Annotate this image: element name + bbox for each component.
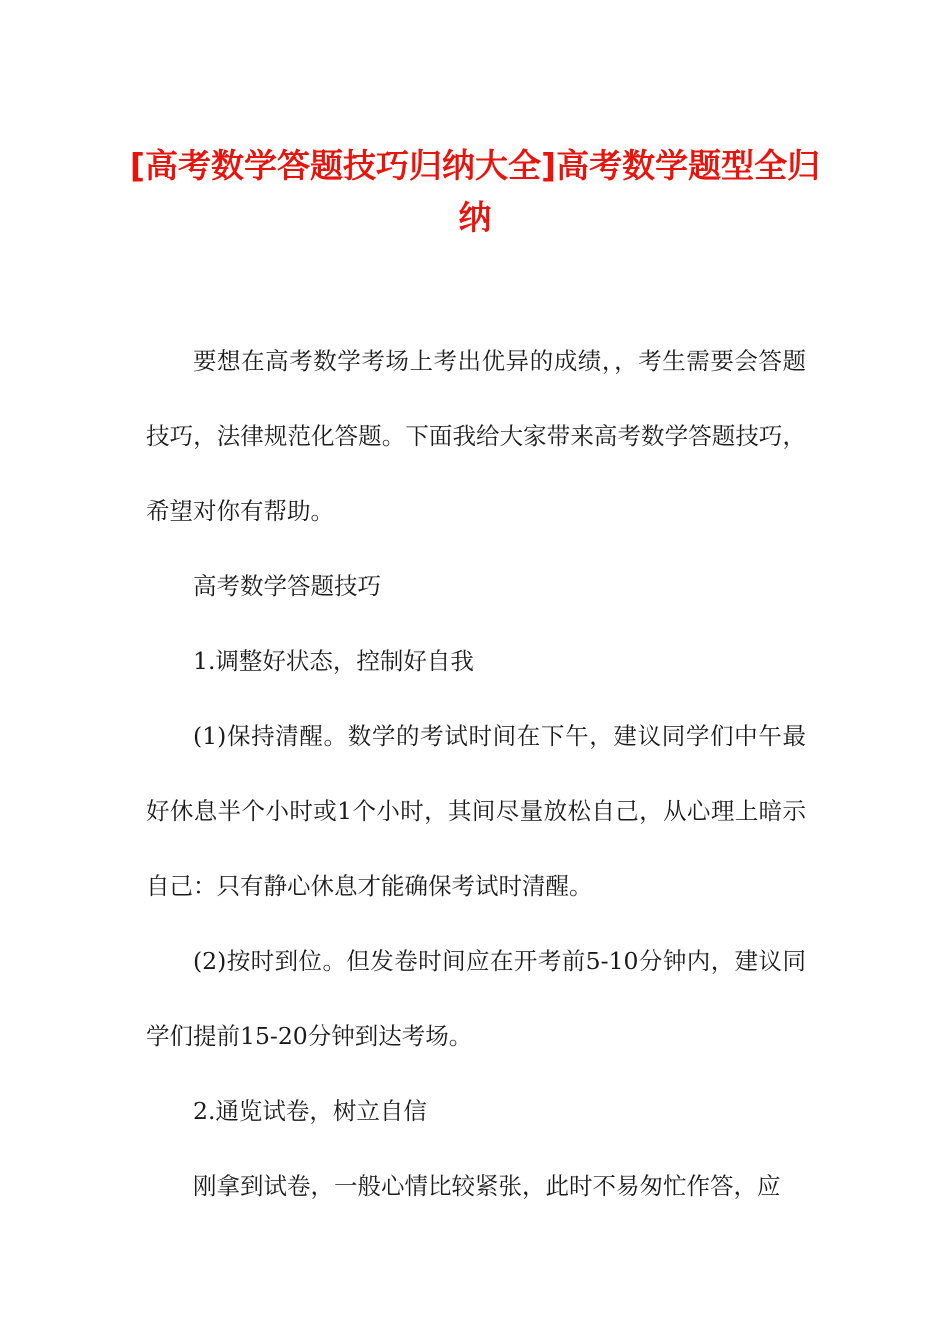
paragraph-tip-1-item-1: (1)保持清醒。数学的考试时间在下午，建议同学们中午最好休息半个小时或1个小时，其间尽量放松自己，从心理上暗示自己：只有静心休息才能确保考试时清醒。 [146,722,806,900]
paragraph-tip-2-body: 刚拿到试卷，一般心情比较紧张，此时不易匆忙作答，应 [193,1172,781,1200]
paragraph-tip-1-item-2: (2)按时到位。但发卷时间应在开考前5-10分钟内，建议同学们提前15-20分钟到达考场。 [146,947,806,1050]
paragraph-tip-1-heading: 1.调整好状态，控制好自我 [193,647,474,675]
document-body [146,324,806,1224]
paragraph-section-heading: 高考数学答题技巧 [193,572,381,600]
paragraph-tip-2-heading: 2.通览试卷，树立自信 [193,1097,427,1125]
paragraph-intro: 要想在高考数学考场上考出优异的成绩，，考生需要会答题技巧，法律规范化答题。下面我给大家带来高考数学答题技巧，希望对你有帮助。 [146,347,806,525]
document-title: [高考数学答题技巧归纳大全]高考数学题型全归纳 [129,146,821,237]
